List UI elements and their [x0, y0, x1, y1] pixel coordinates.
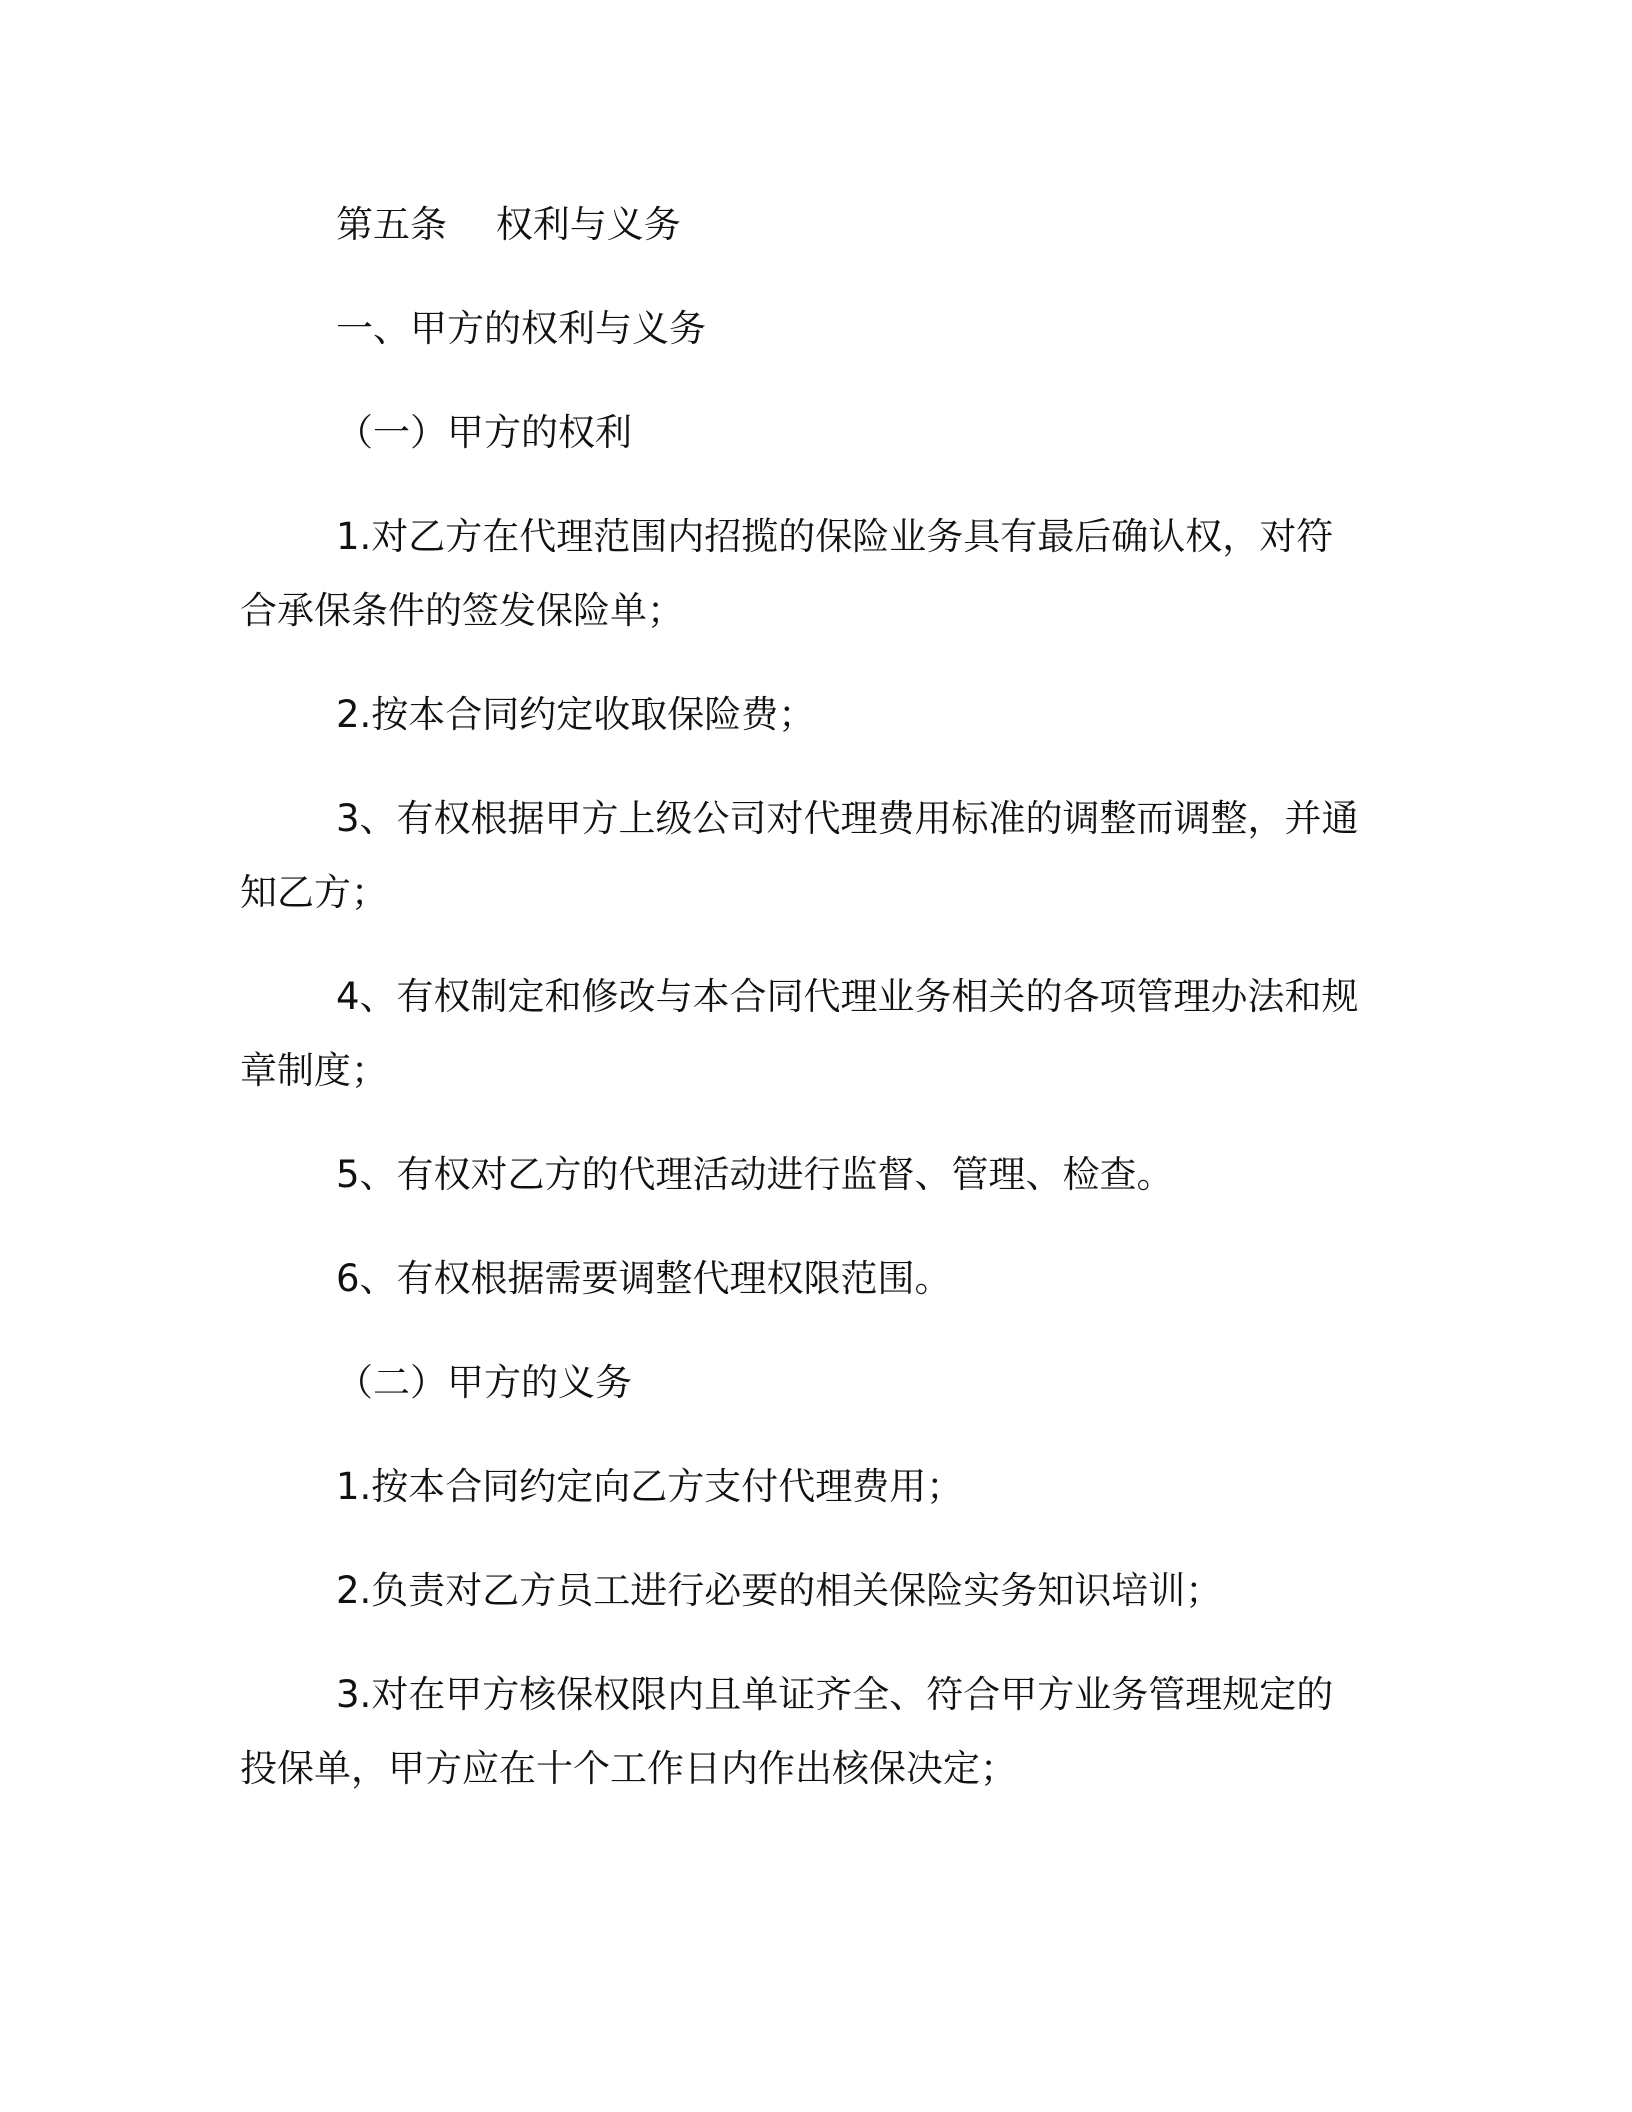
spacer	[240, 1108, 1370, 1138]
rights-item-2: 2.按本合同约定收取保险费；	[336, 693, 816, 736]
spacer	[240, 470, 1370, 500]
spacer	[240, 752, 1370, 782]
duties-item-3: 3.对在甲方核保权限内且单证齐全、符合甲方业务管理规定的投保单，甲方应在十个工作日内作出核保决定；	[240, 1673, 1334, 1790]
duties-heading: （二）甲方的义务	[336, 1361, 632, 1404]
spacer	[240, 262, 1370, 292]
document-body	[240, 188, 1370, 1806]
rights-item-5: 5、有权对乙方的代理活动进行监督、管理、检查。	[336, 1153, 1174, 1196]
spacer	[240, 1524, 1370, 1554]
rights-item-3: 3、有权根据甲方上级公司对代理费用标准的调整而调整，并通知乙方；	[240, 797, 1359, 914]
rights-heading: （一）甲方的权利	[336, 411, 632, 454]
duties-item-2: 2.负责对乙方员工进行必要的相关保险实务知识培训；	[336, 1569, 1223, 1612]
spacer	[240, 1212, 1370, 1242]
rights-item-6: 6、有权根据需要调整代理权限范围。	[336, 1257, 952, 1300]
spacer	[240, 1628, 1370, 1658]
spacer	[240, 1420, 1370, 1450]
rights-item-4: 4、有权制定和修改与本合同代理业务相关的各项管理办法和规章制度；	[240, 975, 1359, 1092]
spacer	[240, 930, 1370, 960]
spacer	[240, 1316, 1370, 1346]
duties-item-1: 1.按本合同约定向乙方支付代理费用；	[336, 1465, 964, 1508]
spacer	[240, 648, 1370, 678]
article-title: 第五条 权利与义务	[336, 203, 681, 246]
section-title: 一、甲方的权利与义务	[336, 307, 706, 350]
rights-item-1: 1.对乙方在代理范围内招揽的保险业务具有最后确认权，对符合承保条件的签发保险单；	[240, 515, 1334, 632]
spacer	[240, 366, 1370, 396]
